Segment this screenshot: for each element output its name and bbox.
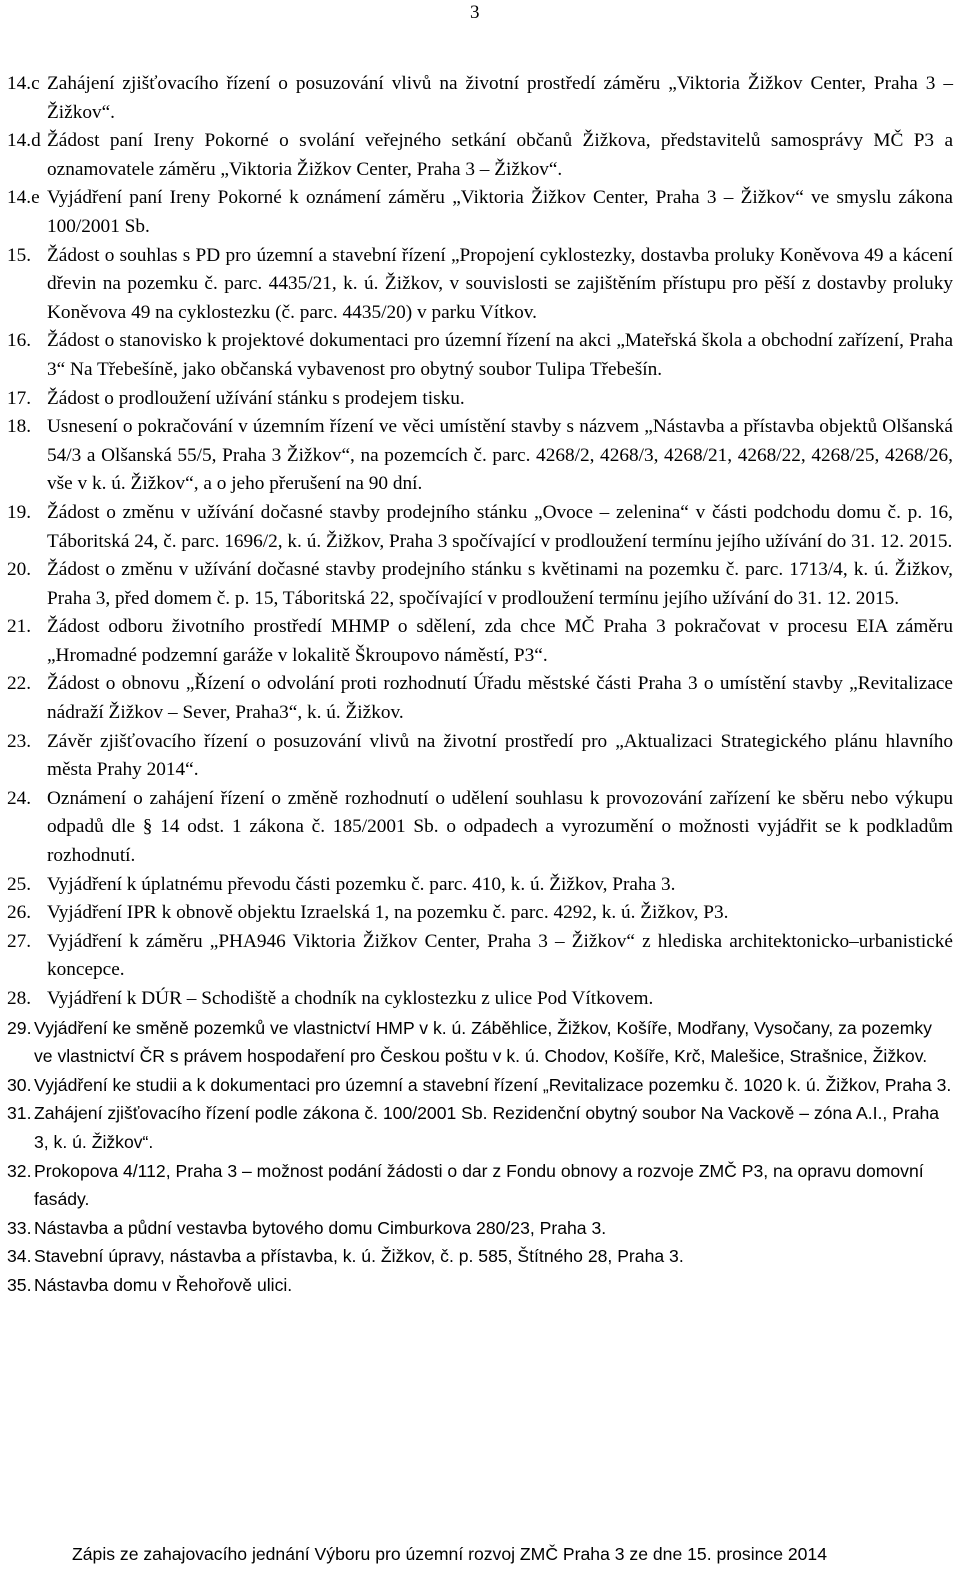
item-number: 30. — [7, 1074, 32, 1095]
item-number: 21. — [7, 616, 32, 638]
list-item — [7, 184, 953, 241]
list-item — [7, 670, 953, 727]
list-item — [7, 556, 953, 613]
item-number: 25. — [7, 873, 32, 895]
list-item — [7, 613, 953, 670]
item-text: Stavební úpravy, nástavba a přístavba, k. ú. Žižkov, č. p. 585, Štítného 28, Praha 3. — [34, 1246, 684, 1267]
item-number: 14.c — [7, 73, 40, 94]
item-text: Nástavba domu v Řehořově ulici. — [34, 1274, 293, 1295]
item-number: 33. — [7, 1217, 32, 1238]
list-item — [7, 385, 953, 414]
item-text: Vyjádření k DÚR – Schodiště a chodník na cyklostezku z ulice Pod Vítkovem. — [47, 988, 654, 1009]
list-item — [7, 1099, 953, 1156]
item-number: 35. — [7, 1274, 32, 1295]
item-text: Vyjádření ke studii a k dokumentaci pro územní a stavební řízení „Revitalizace pozemku č. 1020 k. ú. Žižkov, Praha 3. — [34, 1074, 952, 1095]
item-number: 24. — [7, 787, 32, 809]
item-number: 32. — [7, 1160, 32, 1181]
item-text: Žádost o změnu v užívání dočasné stavby prodejního stánku „Ovoce – zelenina“ v části podchodu domu č. p. 16, Táboritská 24, č. parc. 1696/2, k. ú. Žižkov, Praha 3 spočívající v prodloužení termínu jejího užívání do 31. 12. 2015. — [47, 501, 953, 552]
item-text: Žádost o obnovu „Řízení o odvolání proti rozhodnutí Úřadu městské části Praha 3 o umístění stavby „Revitalizace nádraží Žižkov – Sever, Praha3“, k. ú. Žižkov. — [47, 673, 953, 724]
item-text: Žádost odboru životního prostředí MHMP o sdělení, zda chce MČ Praha 3 pokračovat v procesu EIA záměru „Hromadné podzemní garáže v lokalitě Škroupovo náměstí, P3“. — [47, 616, 953, 666]
item-text: Vyjádření paní Ireny Pokorné k oznámení záměru „Viktoria Žižkov Center, Praha 3 – Žižkov“ ve smyslu zákona 100/2001 Sb. — [47, 187, 953, 237]
item-number: 29. — [7, 1017, 32, 1038]
item-number: 34. — [7, 1246, 32, 1267]
item-text: Vyjádření IPR k obnově objektu Izraelská 1, na pozemku č. parc. 4292, k. ú. Žižkov, P3. — [47, 902, 729, 924]
list-item — [7, 499, 953, 556]
item-text: Usnesení o pokračování v územním řízení ve věci umístění stavby s názvem „Nástavba a přístavba objektů Olšanská 54/3 a Olšanská 55/5, Praha 3 Žižkov“, na pozemcích č. parc. 4268/2, 4268/3, 4268/21, 4268/22, 4268/25, 4268/26, vše v k. ú. Žižkov“, a o jeho přerušení na 90 dní. — [47, 416, 953, 495]
page-number: 3 — [470, 2, 480, 23]
item-text: Vyjádření ke směně pozemků ve vlastnictví HMP v k. ú. Záběhlice, Žižkov, Košíře, Modřany, Vysočany, za pozemky ve vlastnictví ČR s právem hospodaření pro Českou poštu v k. ú. Chodov, Košíře, Krč, Malešice, Strašnice, Žižkov. — [34, 1017, 932, 1067]
list-item — [7, 1014, 953, 1071]
list-item — [7, 1242, 953, 1271]
item-text: Zahájení zjišťovacího řízení o posuzování vlivů na životní prostředí záměru „Viktoria Žižkov Center, Praha 3 – Žižkov“. — [47, 73, 953, 123]
item-number: 27. — [7, 930, 32, 952]
list-item — [7, 1071, 953, 1100]
item-text: Prokopova 4/112, Praha 3 – možnost podání žádosti o dar z Fondu obnovy a rozvoje ZMČ P3, na opravu domovní fasády. — [34, 1160, 924, 1210]
item-number: 19. — [7, 501, 32, 523]
page-footer: Zápis ze zahajovacího jednání Výboru pro územní rozvoj ZMČ Praha 3 ze dne 15. prosince 2014 — [72, 1544, 828, 1564]
item-number: 14.d — [7, 130, 41, 152]
item-number: 18. — [7, 416, 32, 438]
item-number: 26. — [7, 902, 32, 924]
agenda-list — [7, 70, 953, 1300]
item-text: Žádost o změnu v užívání dočasné stavby prodejního stánku s květinami na pozemku č. parc. 1713/4, k. ú. Žižkov, Praha 3, před domem č. p. 15, Táboritská 22, spočívající v prodloužení termínu jejího užívání do 31. 12. 2015. — [47, 559, 953, 609]
item-text: Nástavba a půdní vestavba bytového domu Cimburkova 280/23, Praha 3. — [34, 1217, 607, 1238]
item-number: 17. — [7, 387, 32, 409]
list-item — [7, 728, 953, 785]
list-item — [7, 985, 953, 1014]
list-item — [7, 899, 953, 928]
item-number: 16. — [7, 330, 32, 352]
item-text: Oznámení o zahájení řízení o změně rozhodnutí o udělení souhlasu k provozování zařízení ke sběru nebo výkupu odpadů dle § 14 odst. 1 zákona č. 185/2001 Sb. o odpadech a vyrozumění o možnosti vyjádřit se k podkladům rozhodnutí. — [47, 787, 953, 867]
item-number: 15. — [7, 244, 32, 266]
item-number: 23. — [7, 730, 32, 752]
item-text: Vyjádření k úplatnému převodu části pozemku č. parc. 410, k. ú. Žižkov, Praha 3. — [47, 873, 676, 895]
item-number: 22. — [7, 673, 32, 695]
item-number: 28. — [7, 988, 32, 1009]
list-item — [7, 785, 953, 871]
list-item — [7, 928, 953, 985]
list-item — [7, 1214, 953, 1243]
list-item — [7, 327, 953, 384]
item-number: 20. — [7, 559, 32, 581]
item-text: Žádost paní Ireny Pokorné o svolání veřejného setkání občanů Žižkova, představitelů samosprávy MČ P3 a oznamovatele záměru „Viktoria Žižkov Center, Praha 3 – Žižkov“. — [47, 130, 953, 180]
item-text: Žádost o stanovisko k projektové dokumentaci pro územní řízení na akci „Mateřská škola a obchodní zařízení, Praha 3“ Na Třebešíně, jako občanská vybavenost pro obytný soubor Tulipa Třebešín. — [47, 330, 953, 380]
item-text: Vyjádření k záměru „PHA946 Viktoria Žižkov Center, Praha 3 – Žižkov“ z hlediska architektonicko–urbanistické koncepce. — [47, 930, 953, 981]
list-item — [7, 127, 953, 184]
list-item — [7, 70, 953, 127]
list-item — [7, 413, 953, 499]
list-item — [7, 871, 953, 900]
list-item — [7, 242, 953, 328]
item-text: Zahájení zjišťovacího řízení podle zákona č. 100/2001 Sb. Rezidenční obytný soubor Na Vackově – zóna A.I., Praha 3, k. ú. Žižkov“. — [34, 1103, 940, 1152]
item-text: Závěr zjišťovacího řízení o posuzování vlivů na životní prostředí pro „Aktualizaci Strategického plánu hlavního města Prahy 2014“. — [47, 730, 953, 781]
item-number: 14.e — [7, 187, 40, 209]
item-number: 31. — [7, 1103, 32, 1124]
item-text: Žádost o souhlas s PD pro územní a stavební řízení „Propojení cyklostezky, dostavba proluky Koněvova 49 a kácení dřevin na pozemku č. parc. 4435/21, k. ú. Žižkov, v souvislosti se zajištěním přístupu pro pěší z dostavby proluky Koněvova 49 na cyklostezku (č. parc. 4435/20) v parku Vítkov. — [47, 244, 953, 323]
item-text: Žádost o prodloužení užívání stánku s prodejem tisku. — [47, 387, 465, 409]
list-item — [7, 1157, 953, 1214]
list-item — [7, 1271, 953, 1300]
